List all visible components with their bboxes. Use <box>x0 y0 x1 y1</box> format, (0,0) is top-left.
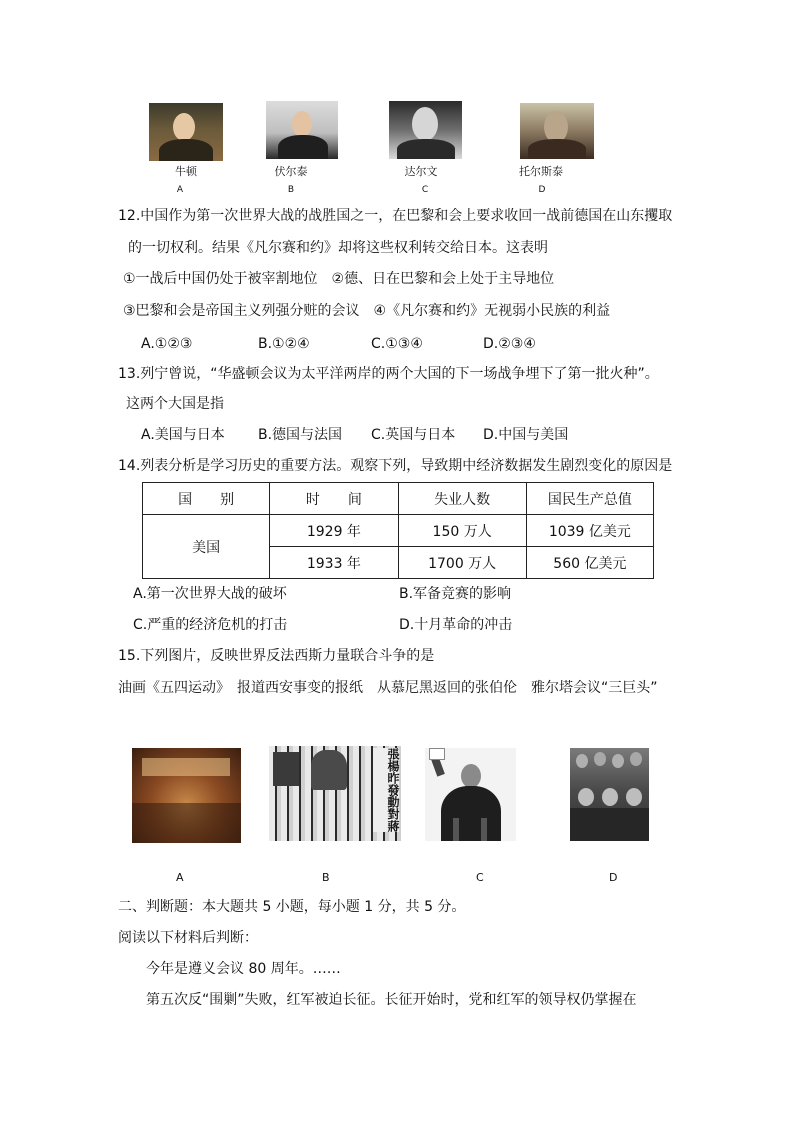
q13-option-c: C.英国与日本 <box>371 427 456 443</box>
q15-line1: 15.下列图片，反映世界反法西斯力量联合斗争的是 <box>118 648 435 664</box>
q14-option-d: D.十月革命的冲击 <box>399 617 513 633</box>
q14-option-c: C.严重的经济危机的打击 <box>133 617 288 633</box>
q13-line2: 这两个大国是指 <box>126 396 224 412</box>
q15-letter-c: C <box>476 871 484 884</box>
q13-option-d: D.中国与美国 <box>483 427 569 443</box>
q13-option-a: A.美国与日本 <box>141 427 225 443</box>
q12-statements-2: ③巴黎和会是帝国主义列强分赃的会议 ④《凡尔赛和约》无视弱小民族的利益 <box>123 303 611 319</box>
q13-line1: 13.列宁曾说，“华盛顿会议为太平洋两岸的两个大国的下一场战争埋下了第一批火种”。 <box>118 366 659 382</box>
portrait-letter-c: C <box>421 185 429 195</box>
q14-option-a: A.第一次世界大战的破坏 <box>133 586 287 602</box>
may-fourth-painting <box>132 748 241 843</box>
section2-para1: 今年是遵义会议 80 周年。…… <box>146 961 341 977</box>
section2-intro: 阅读以下材料后判断： <box>118 930 258 946</box>
table-header: 失业人数 <box>398 483 526 515</box>
table-cell: 1933 年 <box>270 547 398 579</box>
q12-option-d: D.②③④ <box>483 336 536 352</box>
chamberlain-photo <box>425 748 516 841</box>
table-header: 时 间 <box>270 483 398 515</box>
q13-option-b: B.德国与法国 <box>258 427 343 443</box>
table-cell: 1700 万人 <box>398 547 526 579</box>
table-cell: 1929 年 <box>270 515 398 547</box>
table-row <box>143 515 654 547</box>
newton-portrait <box>149 103 223 161</box>
xian-incident-newspaper <box>269 746 401 841</box>
portrait-caption-c: 达尔文 <box>404 165 438 178</box>
newspaper-headline: 張楊昨發動對蔣 <box>373 748 399 832</box>
q15-letter-a: A <box>176 871 184 884</box>
q15-letter-d: D <box>609 871 618 884</box>
portrait-caption-d: 托尔斯泰 <box>519 165 563 178</box>
q12-option-c: C.①③④ <box>371 336 423 352</box>
q14-option-b: B.军备竞赛的影响 <box>399 586 512 602</box>
section2-title: 二、判断题：本大题共 5 小题，每小题 1 分，共 5 分。 <box>118 899 466 915</box>
economic-data-table <box>142 482 654 579</box>
table-header: 国 别 <box>143 483 270 515</box>
table-header-row <box>143 483 654 515</box>
q15-letter-b: B <box>322 871 330 884</box>
q12-line2: 的一切权利。结果《凡尔赛和约》却将这些权利转交给日本。这表明 <box>128 240 548 256</box>
table-cell-country: 美国 <box>143 515 270 579</box>
q12-statements-1: ①一战后中国仍处于被宰割地位 ②德、日在巴黎和会上处于主导地位 <box>123 271 555 287</box>
q14-line1: 14.列表分析是学习历史的重要方法。观察下列，导致期中经济数据发生剧烈变化的原因是 <box>118 458 673 474</box>
q12-option-b: B.①②④ <box>258 336 310 352</box>
portrait-letter-b: B <box>287 185 295 195</box>
table-cell: 150 万人 <box>398 515 526 547</box>
tolstoy-portrait <box>520 103 594 159</box>
table-cell: 560 亿美元 <box>526 547 653 579</box>
q15-captions: 油画《五四运动》 报道西安事变的报纸 从慕尼黑返回的张伯伦 雅尔塔会议“三巨头” <box>118 680 658 696</box>
section2-para2: 第五次反“围剿”失败，红军被迫长征。长征开始时，党和红军的领导权仍掌握在 <box>146 992 637 1008</box>
table-header: 国民生产总值 <box>526 483 653 515</box>
q12-option-a: A.①②③ <box>141 336 193 352</box>
voltaire-portrait <box>266 101 338 159</box>
q12-line1: 12.中国作为第一次世界大战的战胜国之一，在巴黎和会上要求收回一战前德国在山东攫取 <box>118 208 673 224</box>
portrait-letter-d: D <box>538 185 546 195</box>
yalta-big-three-photo <box>570 748 649 841</box>
portrait-caption-a: 牛顿 <box>175 165 197 178</box>
portrait-caption-b: 伏尔泰 <box>274 165 308 178</box>
table-cell: 1039 亿美元 <box>526 515 653 547</box>
darwin-portrait <box>389 101 462 159</box>
portrait-letter-a: A <box>176 185 184 195</box>
